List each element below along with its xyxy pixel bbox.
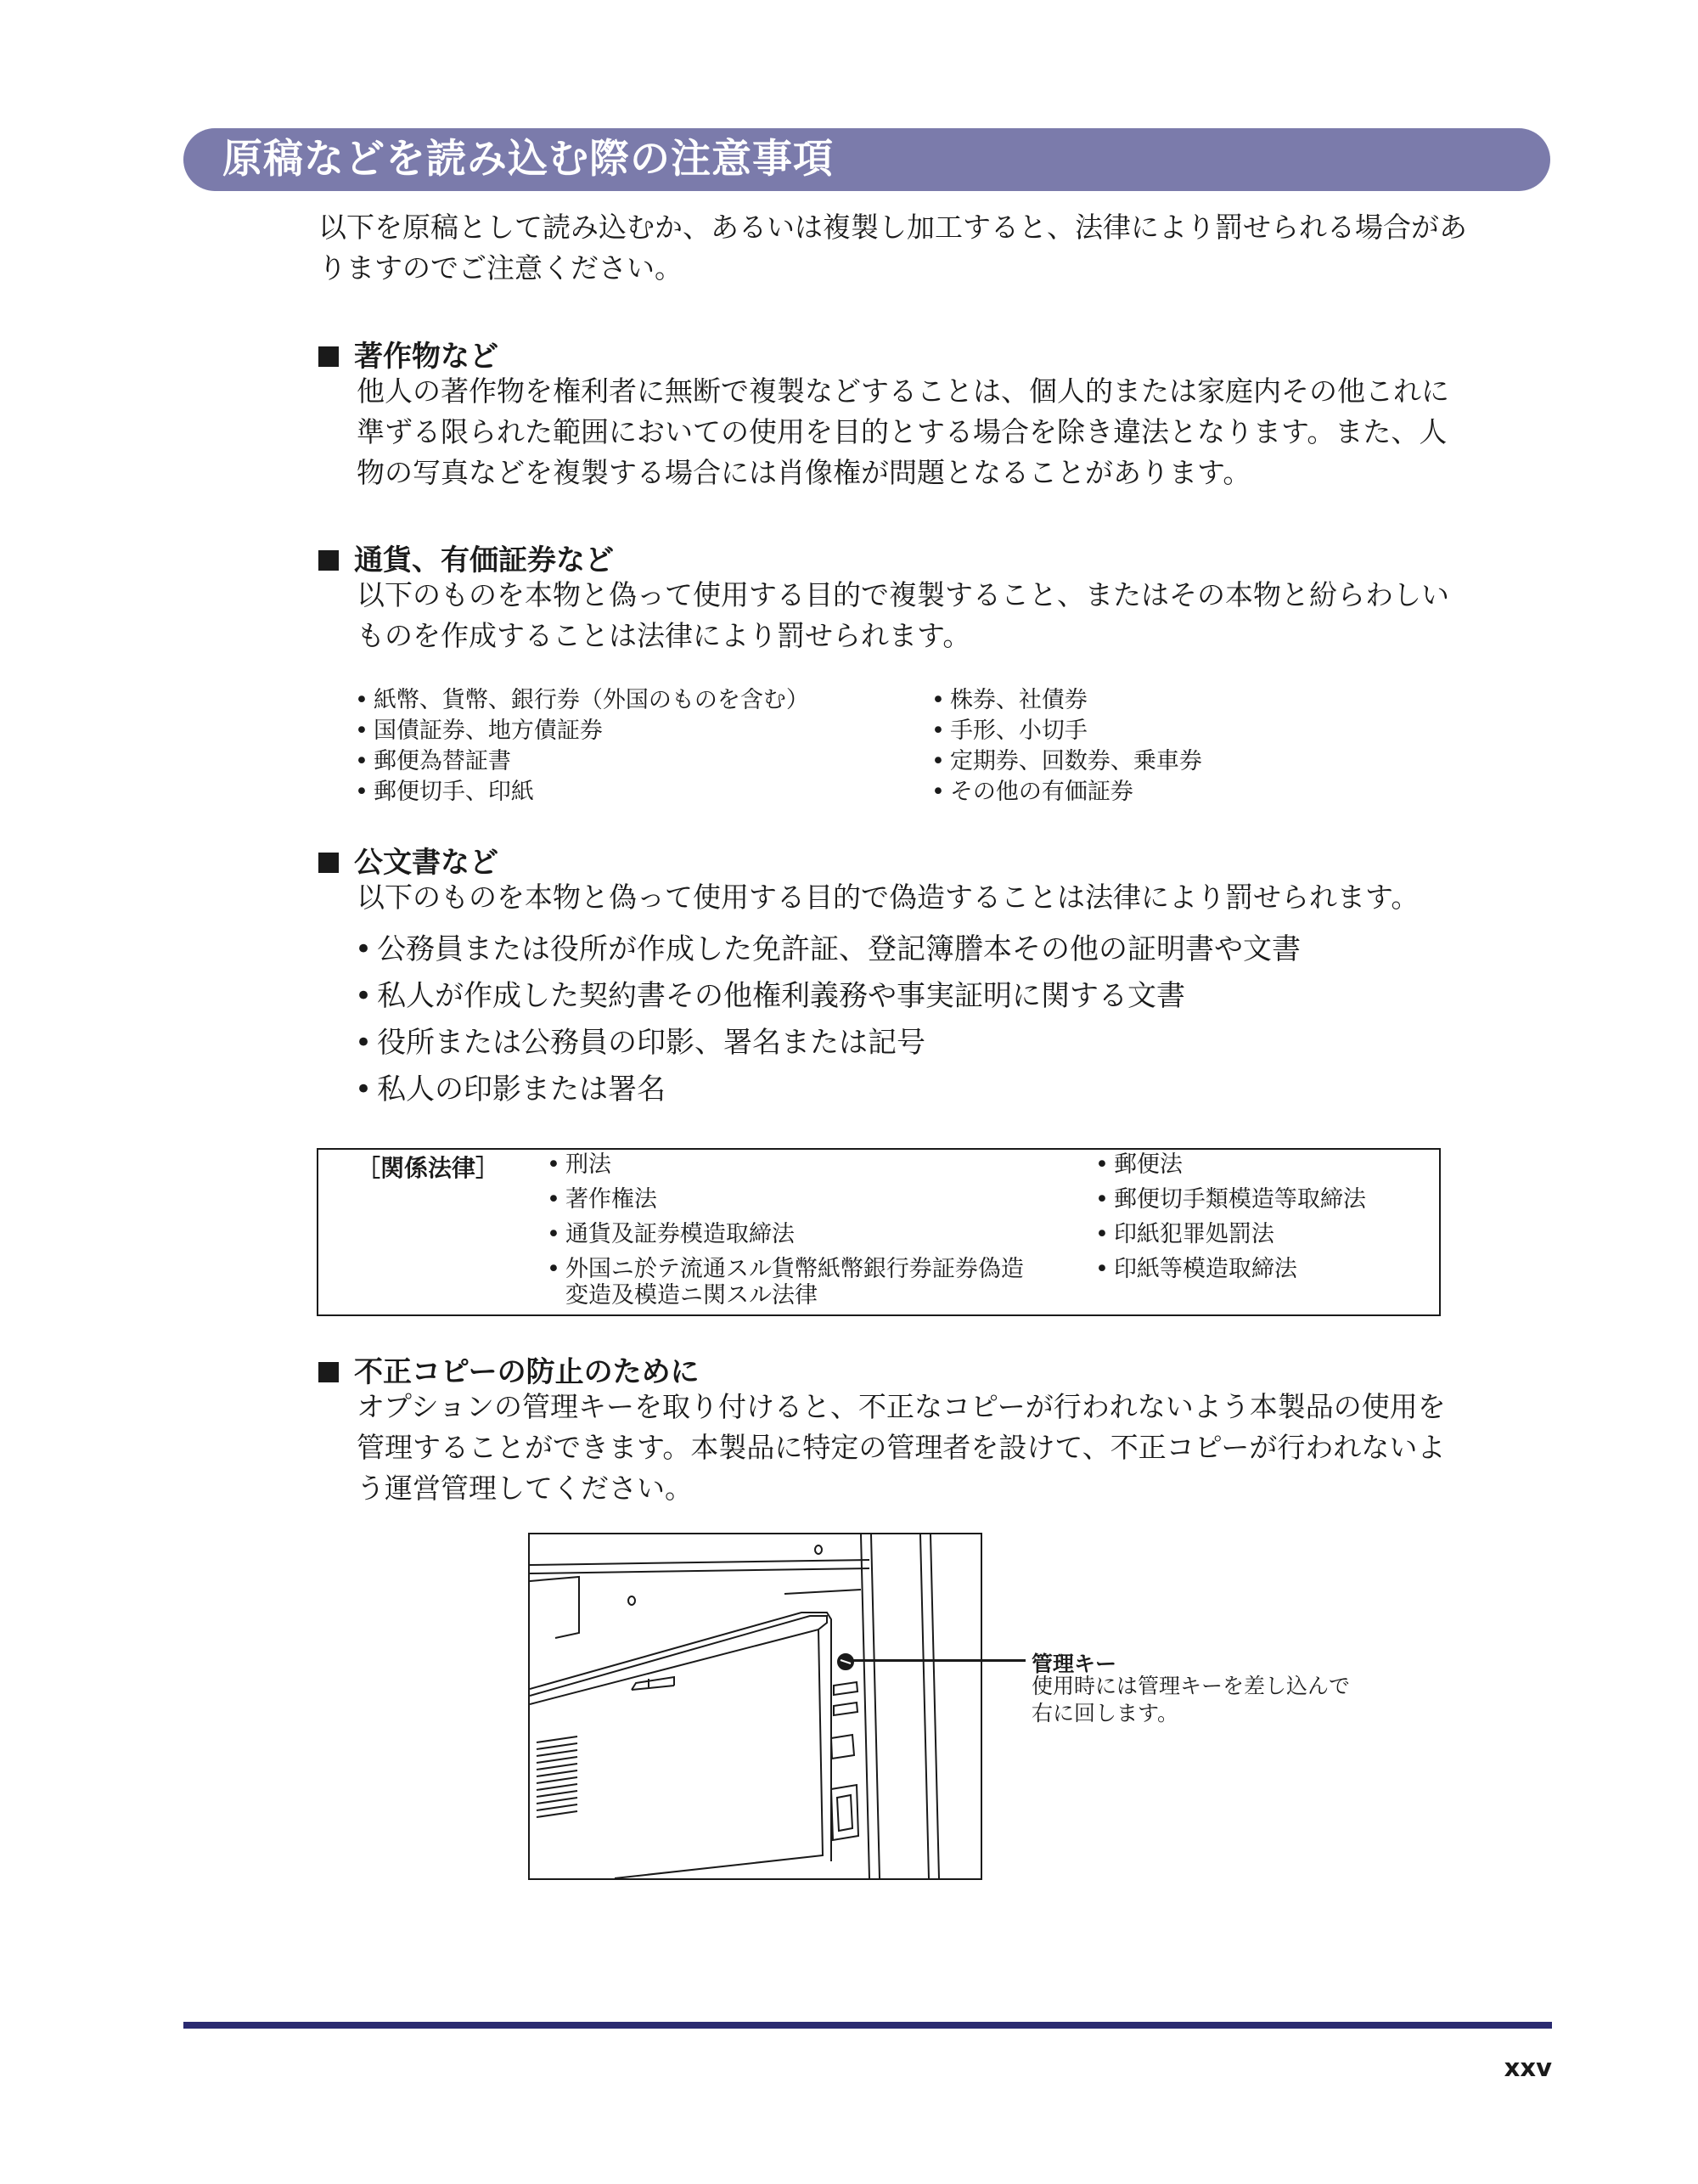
currency-item: • 定期券、回数券、乗車券 <box>931 748 1202 774</box>
callout-title: 管理キー <box>1032 1652 1117 1676</box>
heading-currency: 通貨、有価証券など <box>318 537 614 578</box>
currency-item: • その他の有価証券 <box>931 779 1133 805</box>
law-item: • 著作権法 <box>547 1186 657 1213</box>
currency-line-1: 以下のものを本物と偽って使用する目的で複製すること、またはその本物と紛らわしい <box>357 578 1449 611</box>
copyright-line-3: 物の写真などを複製する場合には肖像権が問題となることがあります。 <box>357 456 1251 489</box>
management-key-illustration <box>528 1533 982 1880</box>
currency-item: • 紙幣、貨幣、銀行券（外国のものを含む） <box>355 687 809 713</box>
anticopy-line-2: 管理することができます。本製品に特定の管理者を設けて、不正コピーが行われないよ <box>357 1431 1446 1464</box>
documents-item: • 役所または公務員の印影、署名または記号 <box>355 1026 926 1060</box>
law-item-continuation: 変造及模造ニ関スル法律 <box>565 1282 818 1309</box>
currency-item: • 郵便為替証書 <box>355 748 511 774</box>
square-bullet-icon <box>318 550 339 571</box>
callout-leader-line <box>852 1659 1026 1662</box>
callout-body <box>1032 1673 1350 1727</box>
law-item: • 外国ニ於テ流通スル貨幣紙幣銀行券証券偽造 <box>547 1256 1024 1282</box>
law-item: • 郵便切手類模造等取締法 <box>1095 1186 1366 1213</box>
square-bullet-icon <box>318 346 339 367</box>
currency-item: • 国債証券、地方債証券 <box>355 718 603 744</box>
footer-rule <box>183 2022 1552 2029</box>
currency-item: • 郵便切手、印紙 <box>355 779 534 805</box>
square-bullet-icon <box>318 1362 339 1382</box>
callout-line: 使用時には管理キーを差し込んで <box>1032 1674 1351 1698</box>
copyright-line-2: 準ずる限られた範囲においての使用を目的とする場合を除き違法となります。また、人 <box>357 415 1448 448</box>
law-item: • 刑法 <box>547 1151 611 1178</box>
anticopy-line-1: オプションの管理キーを取り付けると、不正なコピーが行われないよう本製品の使用を <box>357 1390 1446 1423</box>
law-item: • 印紙等模造取締法 <box>1095 1256 1297 1282</box>
heading-documents: 公文書など <box>318 839 498 881</box>
copyright-line-1: 他人の著作物を権利者に無断で複製などすることは、個人的または家庭内その他これに <box>357 374 1449 408</box>
documents-line: 以下のものを本物と偽って使用する目的で偽造することは法律により罰せられます。 <box>357 881 1420 914</box>
page-title: 原稿などを読み込む際の注意事項 <box>222 136 834 183</box>
documents-item: • 私人が作成した契約書その他権利義務や事実証明に関する文書 <box>355 979 1186 1013</box>
square-bullet-icon <box>318 853 339 873</box>
documents-item: • 公務員または役所が作成した免許証、登記簿謄本その他の証明書や文書 <box>355 932 1302 966</box>
law-item: • 通貨及証券模造取締法 <box>547 1221 795 1247</box>
law-item: • 印紙犯罪処罰法 <box>1095 1221 1274 1247</box>
heading-copyright: 著作物など <box>318 333 498 374</box>
page-number: xxv <box>1504 2053 1552 2082</box>
law-item: • 郵便法 <box>1095 1151 1183 1178</box>
currency-item: • 手形、小切手 <box>931 718 1088 744</box>
callout-line: 右に回します。 <box>1032 1701 1179 1725</box>
intro-line-1: 以下を原稿として読み込むか、あるいは複製し加工すると、法律により罰せられる場合があ <box>318 211 1467 244</box>
related-laws-heading: ［関係法律］ <box>357 1154 500 1182</box>
heading-anticopy: 不正コピーの防止のために <box>318 1348 700 1390</box>
currency-line-2: ものを作成することは法律により罰せられます。 <box>357 619 971 652</box>
anticopy-line-3: う運営管理してください。 <box>357 1472 693 1505</box>
intro-line-2: りますのでご注意ください。 <box>318 251 683 284</box>
documents-item: • 私人の印影または署名 <box>355 1072 666 1106</box>
currency-item: • 株券、社債券 <box>931 687 1088 713</box>
